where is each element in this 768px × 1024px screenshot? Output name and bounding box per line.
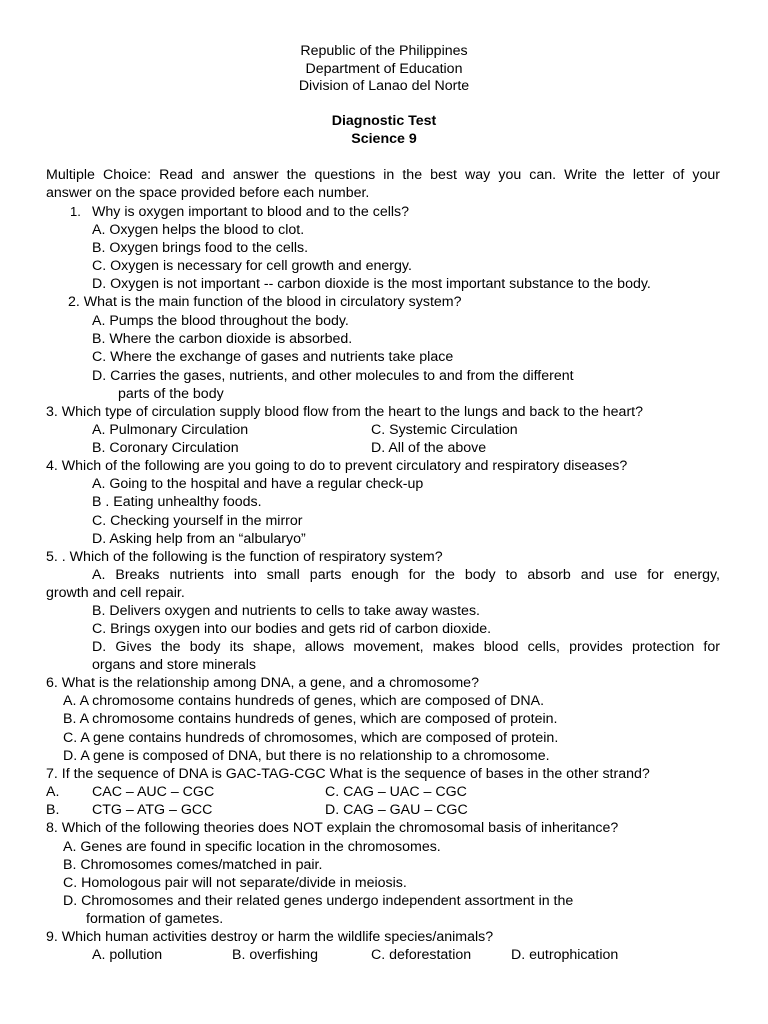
- q3-option-a: A. Pulmonary Circulation: [92, 422, 249, 438]
- q6-option-a: A. A chromosome contains hundreds of genes, which are composed of DNA.: [63, 693, 545, 709]
- q3-option-c: C. Systemic Circulation: [371, 422, 518, 438]
- test-title: Diagnostic Test: [331, 113, 437, 129]
- q7-option-a-letter: A.: [46, 784, 60, 800]
- q9-option-b: B. overfishing: [232, 947, 318, 963]
- q2-option-a: A. Pumps the blood throughout the body.: [92, 313, 349, 329]
- q5-option-a: A. Breaks nutrients into small parts enough for the body to absorb and use for energy,: [92, 567, 720, 583]
- q4-option-b: B . Eating unhealthy foods.: [92, 494, 262, 510]
- q4-question: 4. Which of the following are you going to do to prevent circulatory and respiratory diseases?: [46, 458, 628, 474]
- q1-option-c: C. Oxygen is necessary for cell growth and energy.: [92, 258, 412, 274]
- header-department: Department of Education: [305, 61, 463, 77]
- q4-option-c: C. Checking yourself in the mirror: [92, 513, 303, 529]
- q8-option-d-cont: formation of gametes.: [86, 911, 224, 927]
- q2-question: 2. What is the main function of the blood in circulatory system?: [68, 294, 462, 310]
- q1-question: Why is oxygen important to blood and to the cells?: [92, 204, 410, 220]
- q1-option-a: A. Oxygen helps the blood to clot.: [92, 222, 305, 238]
- q7-question: 7. If the sequence of DNA is GAC-TAG-CGC What is the sequence of bases in the other strand?: [46, 766, 650, 782]
- q7-option-d: D. CAG – GAU – CGC: [325, 802, 468, 818]
- q2-option-d: D. Carries the gases, nutrients, and other molecules to and from the different: [92, 368, 574, 384]
- q5-option-d-cont: organs and store minerals: [92, 657, 257, 673]
- q9-question: 9. Which human activities destroy or harm the wildlife species/animals?: [46, 929, 494, 945]
- q2-option-b: B. Where the carbon dioxide is absorbed.: [92, 331, 353, 347]
- instructions-line-1: Multiple Choice: Read and answer the questions in the best way you can. Write the letter of your: [46, 167, 720, 183]
- q4-option-d: D. Asking help from an “albularyo”: [92, 531, 306, 547]
- q8-option-b: B. Chromosomes comes/matched in pair.: [63, 857, 323, 873]
- instructions-line-2: answer on the space provided before each number.: [46, 185, 370, 201]
- test-subtitle: Science 9: [351, 131, 417, 147]
- q8-option-d: D. Chromosomes and their related genes undergo independent assortment in the: [63, 893, 574, 909]
- q5-option-b: B. Delivers oxygen and nutrients to cells to take away wastes.: [92, 603, 480, 619]
- q7-option-b-letter: B.: [46, 802, 60, 818]
- q6-question: 6. What is the relationship among DNA, a gene, and a chromosome?: [46, 675, 479, 691]
- q6-option-b: B. A chromosome contains hundreds of genes, which are composed of protein.: [63, 711, 558, 727]
- q8-option-a: A. Genes are found in specific location in the chromosomes.: [63, 839, 441, 855]
- q8-option-c: C. Homologous pair will not separate/divide in meiosis.: [63, 875, 407, 891]
- q1-option-d: D. Oxygen is not important -- carbon dioxide is the most important substance to the body.: [92, 276, 651, 292]
- q7-option-a: CAC – AUC – CGC: [92, 784, 215, 800]
- q1-number: 1.: [70, 204, 81, 219]
- q9-option-c: C. deforestation: [371, 947, 472, 963]
- q1-option-b: B. Oxygen brings food to the cells.: [92, 240, 309, 256]
- header-republic: Republic of the Philippines: [300, 43, 468, 59]
- q7-option-c: C. CAG – UAC – CGC: [325, 784, 467, 800]
- q3-question: 3. Which type of circulation supply blood flow from the heart to the lungs and back to the heart?: [46, 404, 644, 420]
- q3-option-d: D. All of the above: [371, 440, 487, 456]
- q6-option-c: C. A gene contains hundreds of chromosomes, which are composed of protein.: [63, 730, 559, 746]
- q5-option-d: D. Gives the body its shape, allows movement, makes blood cells, provides protection for: [92, 639, 720, 655]
- q2-option-d-cont: parts of the body: [118, 386, 224, 402]
- q5-option-c: C. Brings oxygen into our bodies and gets rid of carbon dioxide.: [92, 621, 492, 637]
- q8-question: 8. Which of the following theories does NOT explain the chromosomal basis of inheritance?: [46, 820, 619, 836]
- q3-option-b: B. Coronary Circulation: [92, 440, 239, 456]
- q9-option-a: A. pollution: [92, 947, 163, 963]
- q5-question: 5. . Which of the following is the function of respiratory system?: [46, 549, 443, 565]
- q5-option-a-cont: growth and cell repair.: [46, 585, 185, 601]
- q6-option-d: D. A gene is composed of DNA, but there is no relationship to a chromosome.: [63, 748, 550, 764]
- q4-option-a: A. Going to the hospital and have a regular check-up: [92, 476, 424, 492]
- header-division: Division of Lanao del Norte: [298, 78, 470, 94]
- q9-option-d: D. eutrophication: [511, 947, 619, 963]
- q2-option-c: C. Where the exchange of gases and nutrients take place: [92, 349, 454, 365]
- q7-option-b: CTG – ATG – GCC: [92, 802, 213, 818]
